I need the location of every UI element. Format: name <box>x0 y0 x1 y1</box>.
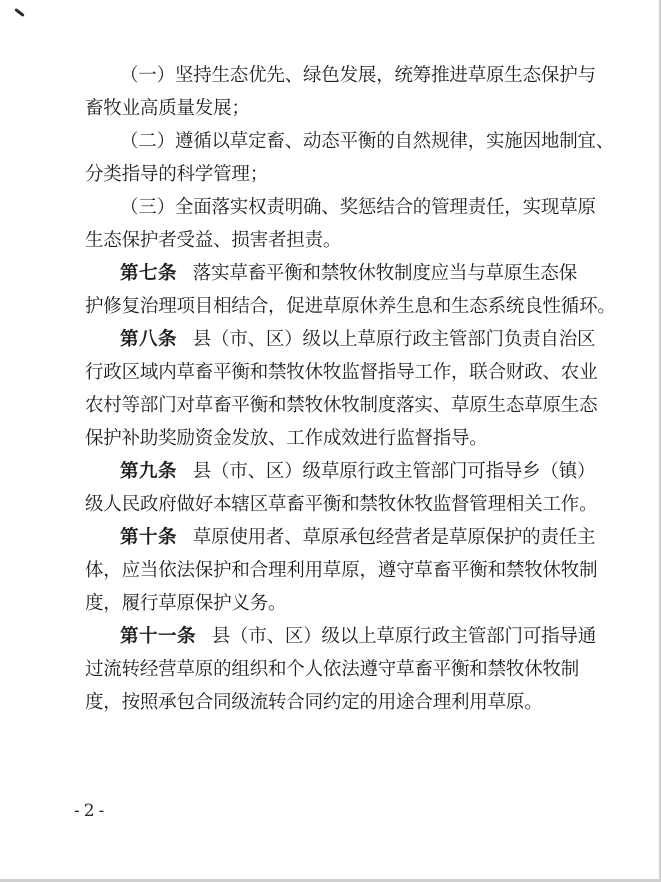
text-run: 畜牧业高质量发展； <box>85 98 250 119</box>
article-number: 第八条 <box>120 329 178 350</box>
text-run: 度，按照承包合同级流转合同约定的用途合理利用草原。 <box>85 692 543 713</box>
document-body <box>85 59 625 719</box>
text-line <box>85 455 625 488</box>
text-line <box>85 158 625 191</box>
text-line <box>85 488 625 521</box>
text-run: 县（市、区）级以上草原行政主管部门可指导通 <box>211 626 597 647</box>
text-line <box>85 521 625 554</box>
text-run: 度，履行草原保护义务。 <box>85 593 287 614</box>
text-run: 落实草畜平衡和禁牧休牧制度应当与草原生态保 <box>192 263 578 284</box>
text-line <box>85 653 625 686</box>
text-run: 行政区域内草畜平衡和禁牧休牧监督指导工作，联合财政、农业 <box>85 362 598 383</box>
page-number: -2- <box>74 801 109 821</box>
text-line <box>85 323 625 356</box>
text-run: 过流转经营草原的组织和个人依法遵守草畜平衡和禁牧休牧制 <box>85 659 580 680</box>
text-run: 保护补助奖励资金发放、工作成效进行监督指导。 <box>85 428 488 449</box>
text-run: 县（市、区）级以上草原行政主管部门负责自治区 <box>192 329 596 350</box>
text-line <box>85 356 625 389</box>
text-run: （三）全面落实权责明确、奖惩结合的管理责任，实现草原 <box>120 197 596 218</box>
text-run: 级人民政府做好本辖区草畜平衡和禁牧休牧监督管理相关工作。 <box>85 494 598 515</box>
article-number: 第十条 <box>120 527 178 548</box>
text-run: 分类指导的科学管理； <box>85 164 269 185</box>
text-run: （一）坚持生态优先、绿色发展，统筹推进草原生态保护与 <box>120 65 596 86</box>
text-run: （二）遵循以草定畜、动态平衡的自然规律，实施因地制宜、 <box>120 131 615 152</box>
text-line <box>85 191 625 224</box>
text-line <box>85 554 625 587</box>
scan-artifact-mark <box>14 8 25 17</box>
text-line <box>85 389 625 422</box>
text-line <box>85 620 625 653</box>
text-run: 农村等部门对草畜平衡和禁牧休牧制度落实、草原生态草原生态 <box>85 395 598 416</box>
article-number: 第七条 <box>120 263 178 284</box>
text-line <box>85 59 625 92</box>
text-line <box>85 224 625 257</box>
text-line <box>85 257 625 290</box>
text-line <box>85 686 625 719</box>
text-run: 草原使用者、草原承包经营者是草原保护的责任主 <box>192 527 596 548</box>
text-line <box>85 422 625 455</box>
article-number: 第九条 <box>120 461 178 482</box>
text-line <box>85 92 625 125</box>
article-number: 第十一条 <box>120 626 197 647</box>
text-run: 县（市、区）级草原行政主管部门可指导乡（镇） <box>192 461 596 482</box>
text-run: 护修复治理项目相结合，促进草原休养生息和生态系统良性循环。 <box>85 296 616 317</box>
text-run: 生态保护者受益、损害者担责。 <box>85 230 342 251</box>
text-run: 体，应当依法保护和合理利用草原，遵守草畜平衡和禁牧休牧制 <box>85 560 598 581</box>
text-line <box>85 125 625 158</box>
text-line <box>85 290 625 323</box>
text-line <box>85 587 625 620</box>
